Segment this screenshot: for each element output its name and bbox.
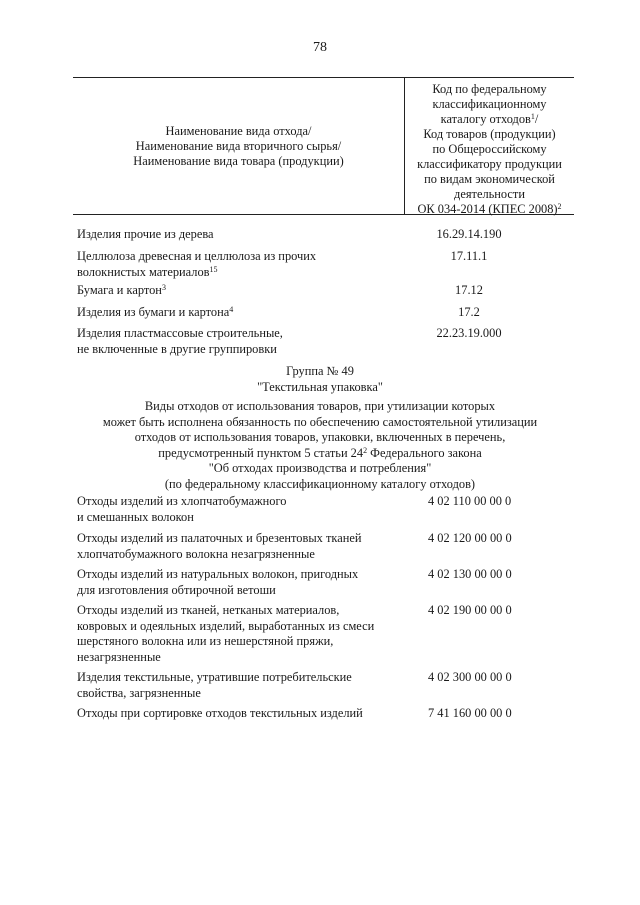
product-name: Бумага и картон$^3$ [77,283,166,297]
product-code: 22.23.19.000 [436,326,502,340]
product-code: 17.2 [458,305,480,319]
product-code: 17.11.1 [450,249,488,263]
footnote-ref: 4 [229,305,234,314]
group-heading [0,364,640,395]
product-name: Изделия пластмассовые строительные, не включенные в другие группировки [77,326,283,356]
waste-code: 4 02 120 00 00 0 [428,531,512,545]
header-code-line: по видам экономической [424,172,555,186]
footnote-ref: 2 [557,202,562,211]
description-line: предусмотренный пунктом 5 статьи $24^2$ Федерального закона [158,445,482,460]
footnote-ref: 3 [161,283,166,292]
waste-name: Отходы изделий из тканей, нетканых материалов, ковровых и одеяльных изделий, выработанных из смеси шерстяного волокна или из нешерстяной пряжи, незагрязненные [77,603,375,664]
column-header-name [73,78,404,214]
waste-code: 4 02 130 00 00 0 [428,567,512,581]
product-name: Изделия прочие из дерева [77,227,214,241]
waste-code: 4 02 300 00 00 0 [428,670,512,684]
table-header [73,77,574,215]
header-name-line: Наименование вида отхода/ [165,123,312,138]
header-code-line: классификатору продукции [417,157,562,171]
product-code: 16.29.14.190 [436,227,502,241]
header-name-line: Наименование вида вторичного сырья/ [135,138,342,153]
group-title: "Текстильная упаковка" [257,379,383,394]
waste-name: Изделия текстильные, утратившие потребительские свойства, загрязненные [77,670,352,700]
description-line: (по федеральному классификационному каталогу отходов) [164,476,476,491]
waste-name: Отходы при сортировке отходов текстильных изделий [77,706,363,720]
header-code-line: ОК 034-2014 (КПЕС 2008)$^2$ [417,202,562,216]
header-code-line: каталогу отходов$^1$/ [440,112,539,126]
waste-code: 4 02 110 00 00 0 [428,494,512,508]
page-number: 78 [313,40,327,55]
header-code-line: по Общероссийскому [432,142,547,156]
group-number: Группа № 49 [286,364,354,378]
description-line: отходов от использования товаров, упаковки, включенных в перечень, [134,430,506,444]
column-header-code [405,82,574,217]
waste-name: Отходы изделий из хлопчатобумажного и смешанных волокон [77,494,287,524]
header-code-line: Код по федеральному [432,82,547,96]
description-line: "Об отходах производства и потребления" [208,461,432,475]
product-name: Изделия из бумаги и картона$^4$ [77,305,234,319]
footnote-ref: 15 [209,264,218,274]
footnote-ref: 1 [530,112,535,121]
footnote-ref: 2 [363,445,368,455]
product-name: Целлюлоза древесная и целлюлоза из прочих волокнистых материалов$^{15}$ [77,249,317,279]
waste-name: Отходы изделий из палаточных и брезентовых тканей хлопчатобумажного волокна незагрязненные [77,531,362,561]
description-line: Виды отходов от использования товаров, при утилизации которых [144,399,496,413]
description-line: может быть исполнена обязанность по обеспечению самостоятельной утилизации [102,414,538,429]
header-code-line: Код товаров (продукции) [423,127,556,141]
waste-name: Отходы изделий из натуральных волокон, пригодных для изготовления обтирочной ветоши [77,567,359,597]
header-name-line: Наименование вида товара (продукции) [133,153,344,168]
waste-code: 4 02 190 00 00 0 [428,603,512,617]
header-code-line: деятельности [454,187,525,201]
group-description [0,399,640,492]
header-code-line: классификационному [432,97,547,111]
product-code: 17.12 [455,283,483,297]
waste-code: 7 41 160 00 00 0 [428,706,512,720]
